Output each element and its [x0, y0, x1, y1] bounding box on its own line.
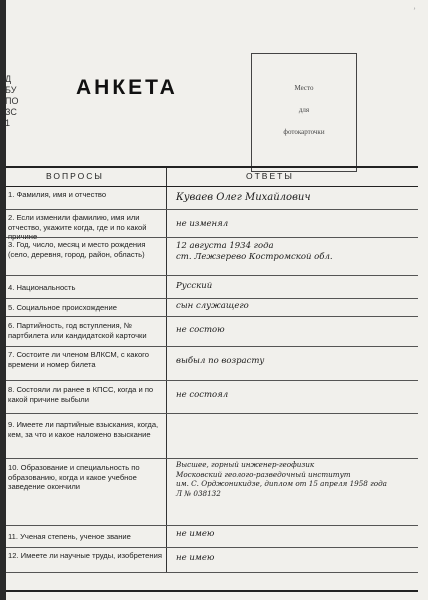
table-row — [6, 210, 418, 241]
handwritten-answer — [176, 356, 416, 367]
question-text: 1. Фамилия, имя и отчество — [8, 190, 107, 199]
answer-line: Русский — [176, 281, 213, 291]
answer-line: им. С. Орджоникидзе, диплом от 15 апреля 1958 года — [176, 479, 387, 488]
table-row — [6, 299, 418, 317]
question-text: 5. Социальное происхождение — [8, 303, 117, 312]
handwritten-answer — [176, 390, 416, 401]
handwritten-answer — [176, 192, 416, 203]
question-text: 9. Имеете ли партийные взыскания, когда, кем, за что и какое наложено взыскание — [8, 420, 159, 439]
question-text: 12. Имеете ли научные труды, изобретения — [8, 551, 162, 560]
handwritten-answer — [176, 460, 416, 498]
form-title: АНКЕТА — [76, 76, 178, 99]
table-header — [6, 166, 418, 187]
handwritten-answer — [176, 529, 416, 540]
table-row — [6, 238, 418, 276]
table-row — [6, 414, 418, 459]
table-row — [6, 548, 418, 573]
table-row — [6, 381, 418, 414]
handwritten-answer — [176, 553, 416, 564]
table-body — [6, 187, 418, 573]
answer-line: Куваев Олег Михайлович — [176, 192, 311, 203]
handwritten-answer — [176, 301, 416, 312]
photo-label-line1: Место — [294, 84, 314, 92]
questions-header: ВОПРОСЫ — [46, 171, 104, 181]
photo-label-line2: для — [298, 106, 310, 114]
question-text: 6. Партийность, год вступления, № партбилета или кандидатской карточки — [8, 321, 147, 340]
table-row — [6, 187, 418, 210]
answer-line: сын служащего — [176, 301, 249, 311]
answer-line: Высшее, горный инженер-геофизик — [176, 460, 315, 469]
answer-line: Московский геолого-разведочный институт — [176, 469, 351, 479]
corner-mark: ’ — [413, 6, 416, 16]
handwritten-answer — [176, 325, 416, 336]
question-text: 3. Год, число, месяц и место рождения (село, деревня, город, район, область) — [8, 240, 146, 259]
handwritten-answer — [176, 281, 416, 292]
answer-line: ст. Лежзерево Костромской обл. — [176, 252, 333, 262]
table-row — [6, 347, 418, 381]
questionnaire-table — [6, 166, 418, 573]
table-row — [6, 317, 418, 347]
question-text: 11. Ученая степень, ученое звание — [8, 532, 131, 541]
answers-header: ОТВЕТЫ — [246, 171, 294, 181]
table-row — [6, 459, 418, 526]
answer-line: Л № 038132 — [176, 488, 221, 498]
photo-placeholder-box — [251, 53, 357, 172]
handwritten-answer — [176, 241, 416, 263]
question-text: 10. Образование и специальность по образованию, когда и какое учебное заведение окончили — [8, 463, 140, 491]
handwritten-answer — [176, 219, 416, 230]
answer-line: не состою — [176, 325, 225, 335]
answer-line: не имею — [176, 553, 215, 563]
photo-label-line3: фотокарточки — [283, 128, 325, 136]
answer-line: не состоял — [176, 390, 229, 400]
bottom-rule — [6, 590, 418, 592]
question-text: 7. Состоите ли членом ВЛКСМ, с какого времени и номер билета — [8, 350, 149, 369]
table-row — [6, 276, 418, 299]
answer-line: не имею — [176, 529, 215, 539]
question-text: 8. Состояли ли ранее в КПСС, когда и по какой причине выбыли — [8, 385, 154, 404]
question-text: 4. Национальность — [8, 283, 76, 292]
answer-line: выбыл по возрасту — [176, 356, 265, 366]
answer-line: не изменял — [176, 219, 229, 229]
table-row — [6, 526, 418, 548]
question-text: 2. Если изменили фамилию, имя или отчество, укажите когда, где и по какой причине — [8, 213, 147, 241]
side-margin-marks: Д БУ ПО ЗС 1 — [5, 74, 19, 128]
answer-line: 12 августа 1934 года — [176, 241, 274, 251]
